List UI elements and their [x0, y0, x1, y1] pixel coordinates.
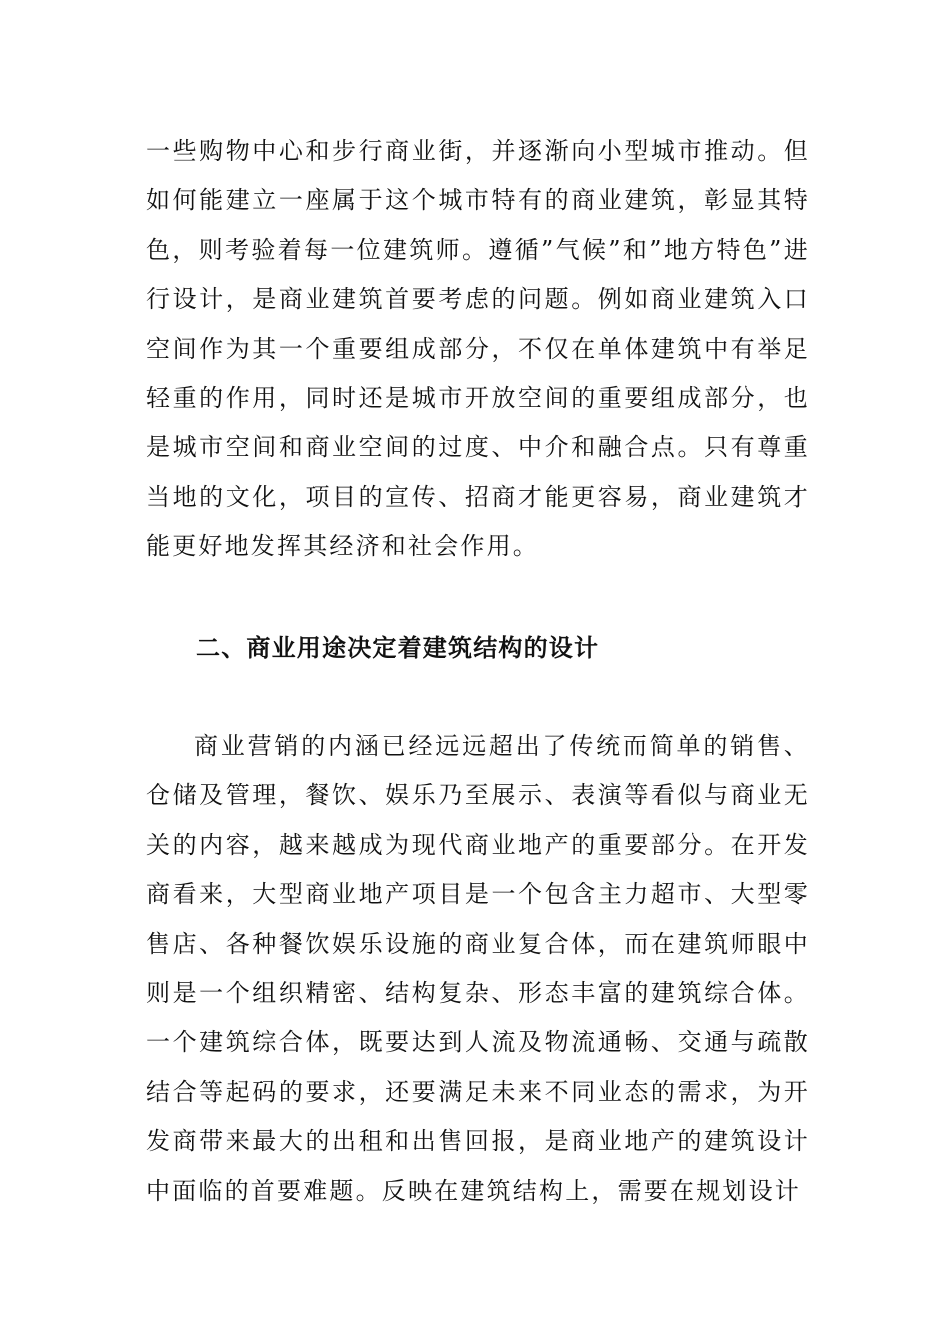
section-heading: 二、商业用途决定着建筑结构的设计: [196, 633, 600, 662]
body-paragraph-2: 商业营销的内涵已经远远超出了传统而简单的销售、仓储及管理，餐饮、娱乐乃至展示、表演等看似与商业无关的内容，越来越成为现代商业地产的重要部分。在开发商看来，大型商业地产项目是一个包含主力超市、大型零售店、各种餐饮娱乐设施的商业复合体，而在建筑师眼中则是一个组织精密、结构复杂、形态丰富的建筑综合体。一个建筑综合体，既要达到人流及物流通畅、交通与疏散结合等起码的要求，还要满足未来不同业态的需求，为开发商带来最大的出租和出售回报，是商业地产的建筑设计中面临的首要难题。反映在建筑结构上，需要在规划设计: [146, 732, 810, 1205]
body-paragraph-1: 一些购物中心和步行商业街，并逐渐向小型城市推动。但如何能建立一座属于这个城市特有的商业建筑，彰显其特色，则考验着每一位建筑师。遵循”气候”和”地方特色”进行设计，是商业建筑首要考虑的问题。例如商业建筑入口空间作为其一个重要组成部分，不仅在单体建筑中有举足轻重的作用，同时还是城市开放空间的重要组成部分，也是城市空间和商业空间的过度、中介和融合点。只有尊重当地的文化，项目的宣传、招商才能更容易，商业建筑才能更好地发挥其经济和社会作用。: [146, 137, 810, 561]
